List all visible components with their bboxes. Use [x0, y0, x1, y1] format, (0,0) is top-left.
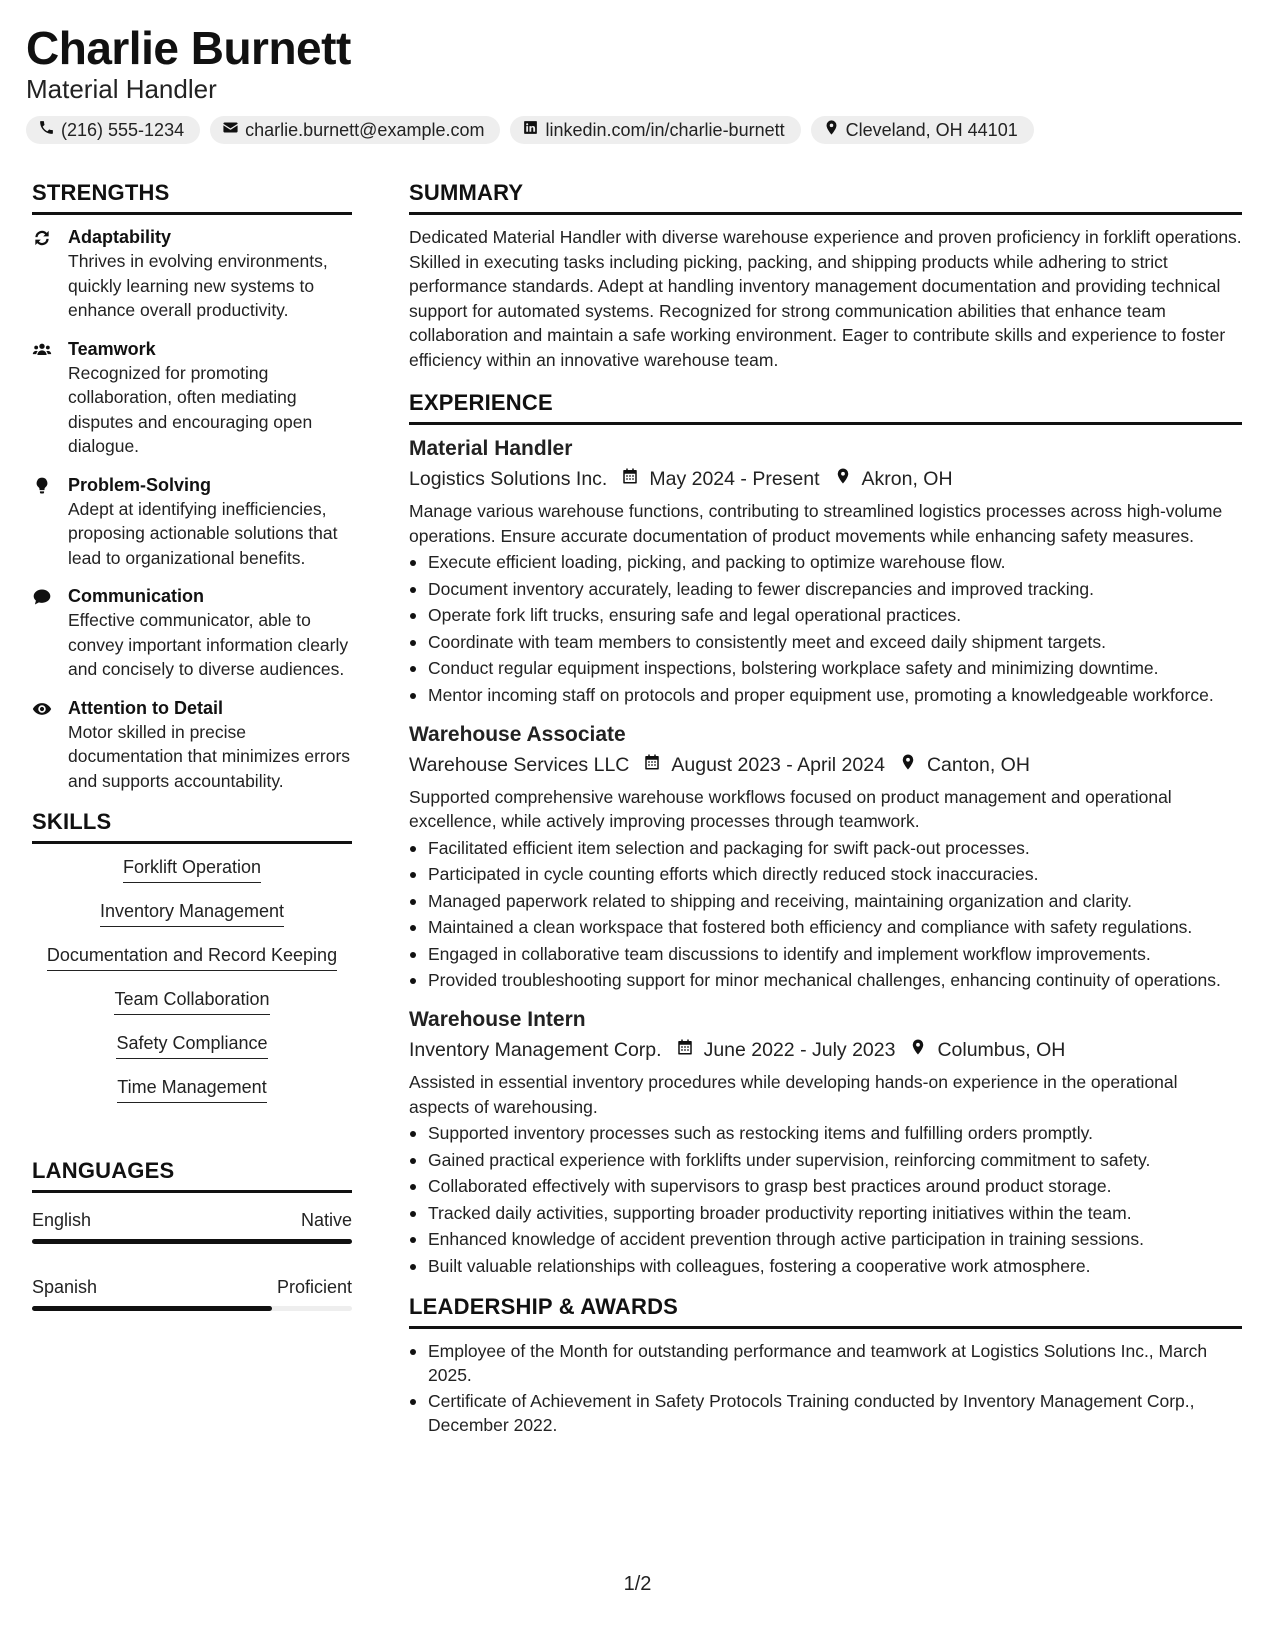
job-bullet: Engaged in collaborative team discussions to identify and implement workflow improvements. — [409, 942, 1242, 966]
summary-text: Dedicated Material Handler with diverse warehouse experience and proven proficiency in forklift operations. Skilled in executing tasks including picking, packing, and shipping products while adhering to strict performance standards. Adept at handling inventory management documentation and providing technical support for automated systems. Recognized for strong communication abilities that enhance team collaboration and maintain a safe working environment. Eager to contribute skills and experience to foster efficiency within an innovative warehouse team. — [409, 227, 1242, 370]
languages-heading: LANGUAGES — [32, 1156, 352, 1193]
strength-item — [32, 337, 352, 459]
location-text: Cleveland, OH 44101 — [845, 119, 1018, 140]
lightbulb-icon — [32, 473, 54, 571]
job-bullet: Execute efficient loading, picking, and packing to optimize warehouse flow. — [409, 550, 1242, 574]
job-dates: May 2024 - Present — [649, 468, 820, 490]
skill-item: Safety Compliance — [116, 1030, 267, 1059]
language-item — [32, 1207, 352, 1244]
job-title: Material Handler — [409, 437, 573, 460]
candidate-title: Material Handler — [26, 74, 217, 104]
skill-item: Time Management — [117, 1074, 266, 1103]
job-description: Supported comprehensive warehouse workflows focused on product management and operational excellence, while actively improving processes through teamwork. — [409, 786, 1172, 831]
job-bullet: Built valuable relationships with colleagues, fostering a cooperative work atmosphere. — [409, 1254, 1242, 1278]
job-entry — [409, 435, 1242, 707]
job-meta — [409, 1036, 1242, 1064]
job-bullet: Collaborated effectively with supervisors to grasp best practices around product storage. — [409, 1174, 1242, 1198]
leadership-list — [409, 1339, 1242, 1438]
skill-item: Forklift Operation — [123, 854, 261, 883]
job-bullet: Coordinate with team members to consistently meet and exceed daily shipment targets. — [409, 630, 1242, 654]
users-icon — [32, 337, 54, 459]
candidate-name: Charlie Burnett — [26, 22, 351, 74]
job-bullet: Managed paperwork related to shipping and receiving, maintaining organization and clarity. — [409, 889, 1242, 913]
job-entry — [409, 721, 1242, 993]
job-bullet: Maintained a clean workspace that fostered both efficiency and compliance with safety regulations. — [409, 915, 1242, 939]
job-bullet: Enhanced knowledge of accident prevention through active participation in training sessions. — [409, 1227, 1242, 1251]
map-pin-icon — [820, 465, 862, 493]
resume-header — [26, 22, 1246, 144]
skill-item: Documentation and Record Keeping — [47, 942, 337, 971]
job-location: Columbus, OH — [937, 1039, 1066, 1061]
job-description: Assisted in essential inventory procedures while developing hands-on experience in the operational aspects of warehousing. — [409, 1072, 1178, 1117]
strength-title: Problem-Solving — [68, 474, 212, 495]
job-description: Manage various warehouse functions, contributing to streamlined logistics processes across high-volume operations. Ensure accurate documentation of product movements while enhancing safety measures. — [409, 501, 1223, 546]
envelope-icon — [222, 119, 239, 141]
sync-icon — [32, 225, 54, 323]
phone-contact[interactable] — [26, 116, 200, 144]
strengths-heading: STRENGTHS — [32, 178, 352, 215]
job-bullet: Tracked daily activities, supporting broader productivity reporting initiatives within the team. — [409, 1201, 1242, 1225]
job-bullets — [409, 836, 1242, 993]
linkedin-text: linkedin.com/in/charlie-burnett — [545, 119, 785, 140]
phone-text: (216) 555-1234 — [61, 119, 185, 140]
skill-item: Team Collaboration — [114, 986, 269, 1015]
page-number: 1/2 — [623, 1573, 652, 1595]
calendar-icon — [662, 1036, 704, 1064]
language-proficiency-fill — [32, 1239, 352, 1244]
strength-item — [32, 473, 352, 571]
job-bullet: Document inventory accurately, leading to fewer discrepancies and improved tracking. — [409, 577, 1242, 601]
calendar-icon — [629, 751, 671, 779]
right-column — [409, 178, 1242, 1440]
strength-item — [32, 225, 352, 323]
job-bullet: Mentor incoming staff on protocols and proper equipment use, promoting a knowledgeable workforce. — [409, 683, 1242, 707]
strength-title: Adaptability — [68, 227, 172, 247]
language-proficiency-fill — [32, 1306, 272, 1311]
strength-description: Effective communicator, able to convey important information clearly and concisely to diverse audiences. — [68, 610, 349, 679]
job-meta — [409, 465, 1242, 493]
language-proficiency-bar — [32, 1306, 352, 1311]
job-dates: June 2022 - July 2023 — [703, 1039, 896, 1061]
map-pin-icon — [895, 1036, 937, 1064]
job-bullet: Gained practical experience with forklifts under supervision, reinforcing commitment to safety. — [409, 1148, 1242, 1172]
job-bullet: Provided troubleshooting support for minor mechanical challenges, enhancing continuity of operations. — [409, 968, 1242, 992]
email-contact[interactable] — [210, 116, 500, 144]
summary-heading: SUMMARY — [409, 178, 1242, 215]
leadership-heading: LEADERSHIP & AWARDS — [409, 1292, 1242, 1329]
left-column — [32, 178, 352, 1341]
contact-bar — [26, 116, 1246, 144]
location-contact — [811, 116, 1034, 144]
strength-item — [32, 696, 352, 794]
award-item: Employee of the Month for outstanding performance and teamwork at Logistics Solutions Inc., March 2025. — [409, 1339, 1242, 1387]
job-entry — [409, 1006, 1242, 1278]
job-dates: August 2023 - April 2024 — [671, 753, 885, 776]
company-name: Warehouse Services LLC — [409, 753, 630, 776]
language-proficiency-bar — [32, 1239, 352, 1244]
strength-description: Thrives in evolving environments, quickly learning new systems to enhance overall productivity. — [68, 251, 328, 320]
job-bullets — [409, 550, 1242, 707]
calendar-icon — [607, 465, 649, 493]
strength-description: Adept at identifying inefficiencies, proposing actionable solutions that lead to organizational benefits. — [68, 498, 338, 568]
job-bullet: Conduct regular equipment inspections, bolstering workplace safety and minimizing downtime. — [409, 656, 1242, 680]
map-pin-icon — [823, 119, 840, 141]
skills-heading: SKILLS — [32, 807, 352, 844]
job-bullets — [409, 1121, 1242, 1278]
skill-item: Inventory Management — [100, 898, 284, 927]
map-pin-icon — [885, 751, 927, 779]
comment-icon — [32, 584, 54, 682]
job-meta — [409, 751, 1242, 779]
email-text: charlie.burnett@example.com — [245, 119, 485, 140]
eye-icon — [32, 696, 54, 794]
strength-title: Teamwork — [68, 338, 156, 359]
experience-heading: EXPERIENCE — [409, 388, 1242, 425]
language-name: Spanish — [32, 1277, 98, 1297]
strength-description: Recognized for promoting collaboration, often mediating disputes and encouraging open dialogue. — [68, 362, 313, 456]
language-level: Native — [300, 1210, 352, 1230]
strength-description: Motor skilled in precise documentation that minimizes errors and supports accountability. — [68, 721, 351, 791]
language-name: English — [32, 1210, 92, 1230]
award-item: Certificate of Achievement in Safety Protocols Training conducted by Inventory Management Corp., December 2022. — [409, 1389, 1242, 1437]
experience-list — [409, 435, 1242, 1278]
job-bullet: Participated in cycle counting efforts which directly reduced stock inaccuracies. — [409, 862, 1242, 886]
language-level: Proficient — [276, 1277, 352, 1297]
job-title: Warehouse Intern — [409, 1008, 586, 1031]
job-location: Canton, OH — [926, 753, 1030, 776]
job-location: Akron, OH — [861, 468, 953, 490]
linkedin-contact[interactable] — [510, 116, 800, 144]
language-item — [32, 1274, 352, 1311]
strength-title: Communication — [68, 586, 205, 606]
job-bullet: Facilitated efficient item selection and packaging for swift pack-out processes. — [409, 836, 1242, 860]
phone-icon — [38, 119, 55, 141]
job-bullet: Supported inventory processes such as restocking items and fulfilling orders promptly. — [409, 1121, 1242, 1145]
linkedin-icon — [522, 119, 539, 141]
strength-item — [32, 584, 352, 682]
job-title: Warehouse Associate — [409, 722, 626, 746]
job-bullet: Operate fork lift trucks, ensuring safe and legal operational practices. — [409, 603, 1242, 627]
company-name: Inventory Management Corp. — [409, 1039, 662, 1061]
strength-title: Attention to Detail — [68, 697, 223, 718]
skills-list — [32, 854, 352, 1118]
company-name: Logistics Solutions Inc. — [409, 468, 608, 490]
